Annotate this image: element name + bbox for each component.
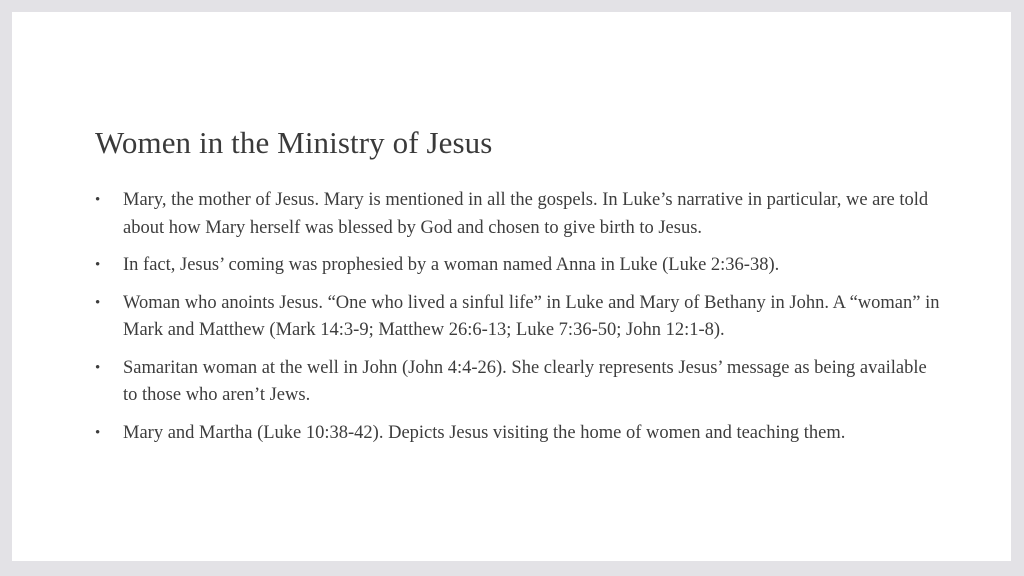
bullet-item: [95, 187, 945, 242]
bullet-text: Samaritan woman at the well in John (John 4:4-26). She clearly represents Jesus’ message as being available to those who aren’t Jews.: [123, 357, 927, 405]
bullet-icon: •: [95, 294, 101, 311]
bullet-icon: •: [95, 192, 101, 208]
bullet-icon: •: [95, 257, 101, 273]
slide-title: Women in the Ministry of Jesus: [95, 125, 493, 160]
bullet-text: Mary and Martha (Luke 10:38-42). Depicts Jesus visiting the home of women and teaching them.: [123, 422, 846, 443]
bullet-text: Woman who anoints Jesus. “One who lived a sinful life” in Luke and Mary of Bethany in John. A “woman” in Mark and Matthew (Mark 14:3-9; Matthew 26:6-13; Luke 7:36-50; John 12:1-8).: [123, 292, 940, 340]
bullet-item: [95, 252, 945, 280]
slide-canvas: [12, 12, 1011, 561]
bullet-item: [95, 290, 945, 345]
bullet-item: [95, 420, 945, 448]
bullet-item: [95, 355, 945, 410]
bullet-text: In fact, Jesus’ coming was prophesied by a woman named Anna in Luke (Luke 2:36-38).: [123, 255, 780, 275]
bullet-icon: •: [95, 424, 101, 441]
bullet-list: [95, 187, 945, 447]
bullet-text: Mary, the mother of Jesus. Mary is mentioned in all the gospels. In Luke’s narrative in particular, we are told about how Mary herself was blessed by God and chosen to give birth to Jesus.: [123, 190, 929, 238]
bullet-icon: •: [95, 359, 101, 376]
